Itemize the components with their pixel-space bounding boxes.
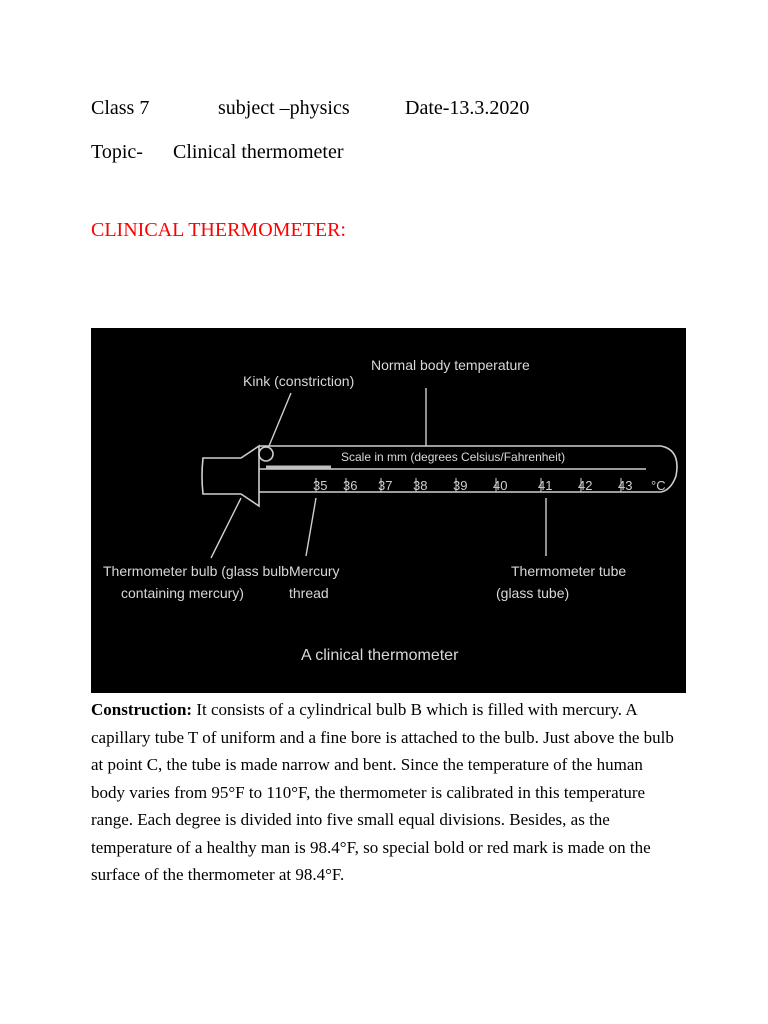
topic-value: Clinical thermometer xyxy=(173,141,344,163)
tick-42: 42 xyxy=(578,478,593,493)
label-tube-line-2: (glass tube) xyxy=(496,585,570,601)
label-bulb xyxy=(103,563,293,601)
figure-labels xyxy=(103,357,633,664)
construction-text: It consists of a cylindrical bulb B which is filled with mercury. A capillary tube T of uniform and a fine bore is attached to the bulb. Just above the bulb at point C, the tube is made narrow and bent. Since the temperature of the human body varies from 95°F to 110°F, the thermometer is calibrated in this temperature range. Each degree is divided into five small equal divisions. Besides, as the temperature of a healthy man is 98.4°F, so special bold or red mark is made on the surface of the thermometer at 98.4°F. xyxy=(91,700,674,884)
label-bulb-line-1: Thermometer bulb (glass bulb xyxy=(103,563,289,579)
construction-label: Construction: xyxy=(91,700,193,719)
tick-35: 35 xyxy=(313,478,328,493)
tick-37: 37 xyxy=(378,478,393,493)
label-scale: Scale in mm (degrees Celsius/Fahrenheit) xyxy=(341,450,566,464)
figure-caption: A clinical thermometer xyxy=(301,647,459,664)
thermometer-figure xyxy=(91,328,686,693)
label-tube-line-1: Thermometer tube xyxy=(511,563,627,579)
label-mercury xyxy=(289,563,343,601)
thermometer-bulb-graphic xyxy=(202,446,259,506)
topic-label: Topic- xyxy=(91,141,143,163)
tick-unit: °C xyxy=(651,478,666,493)
tick-41: 41 xyxy=(538,478,553,493)
tick-36: 36 xyxy=(343,478,358,493)
tick-43: 43 xyxy=(618,478,633,493)
label-kink: Kink (constriction) xyxy=(243,373,355,389)
tick-40: 40 xyxy=(493,478,508,493)
label-tube xyxy=(496,563,630,601)
subject-label: subject –physics xyxy=(218,97,350,119)
tick-39: 39 xyxy=(453,478,468,493)
construction-paragraph xyxy=(91,696,681,889)
tick-38: 38 xyxy=(413,478,428,493)
label-bulb-line-2: containing mercury) xyxy=(121,585,244,601)
scale-tick-labels xyxy=(313,478,666,493)
date-label: Date-13.3.2020 xyxy=(405,97,530,119)
leader-lines xyxy=(211,388,546,558)
scale-ticks xyxy=(316,478,621,492)
label-normal-temp: Normal body temperature xyxy=(371,357,530,373)
label-mercury-line-1: Mercury xyxy=(289,563,340,579)
class-label: Class 7 xyxy=(91,97,150,119)
section-heading: CLINICAL THERMOMETER: xyxy=(91,219,346,241)
thermometer-diagram xyxy=(91,328,686,693)
label-mercury-line-2: thread xyxy=(289,585,329,601)
